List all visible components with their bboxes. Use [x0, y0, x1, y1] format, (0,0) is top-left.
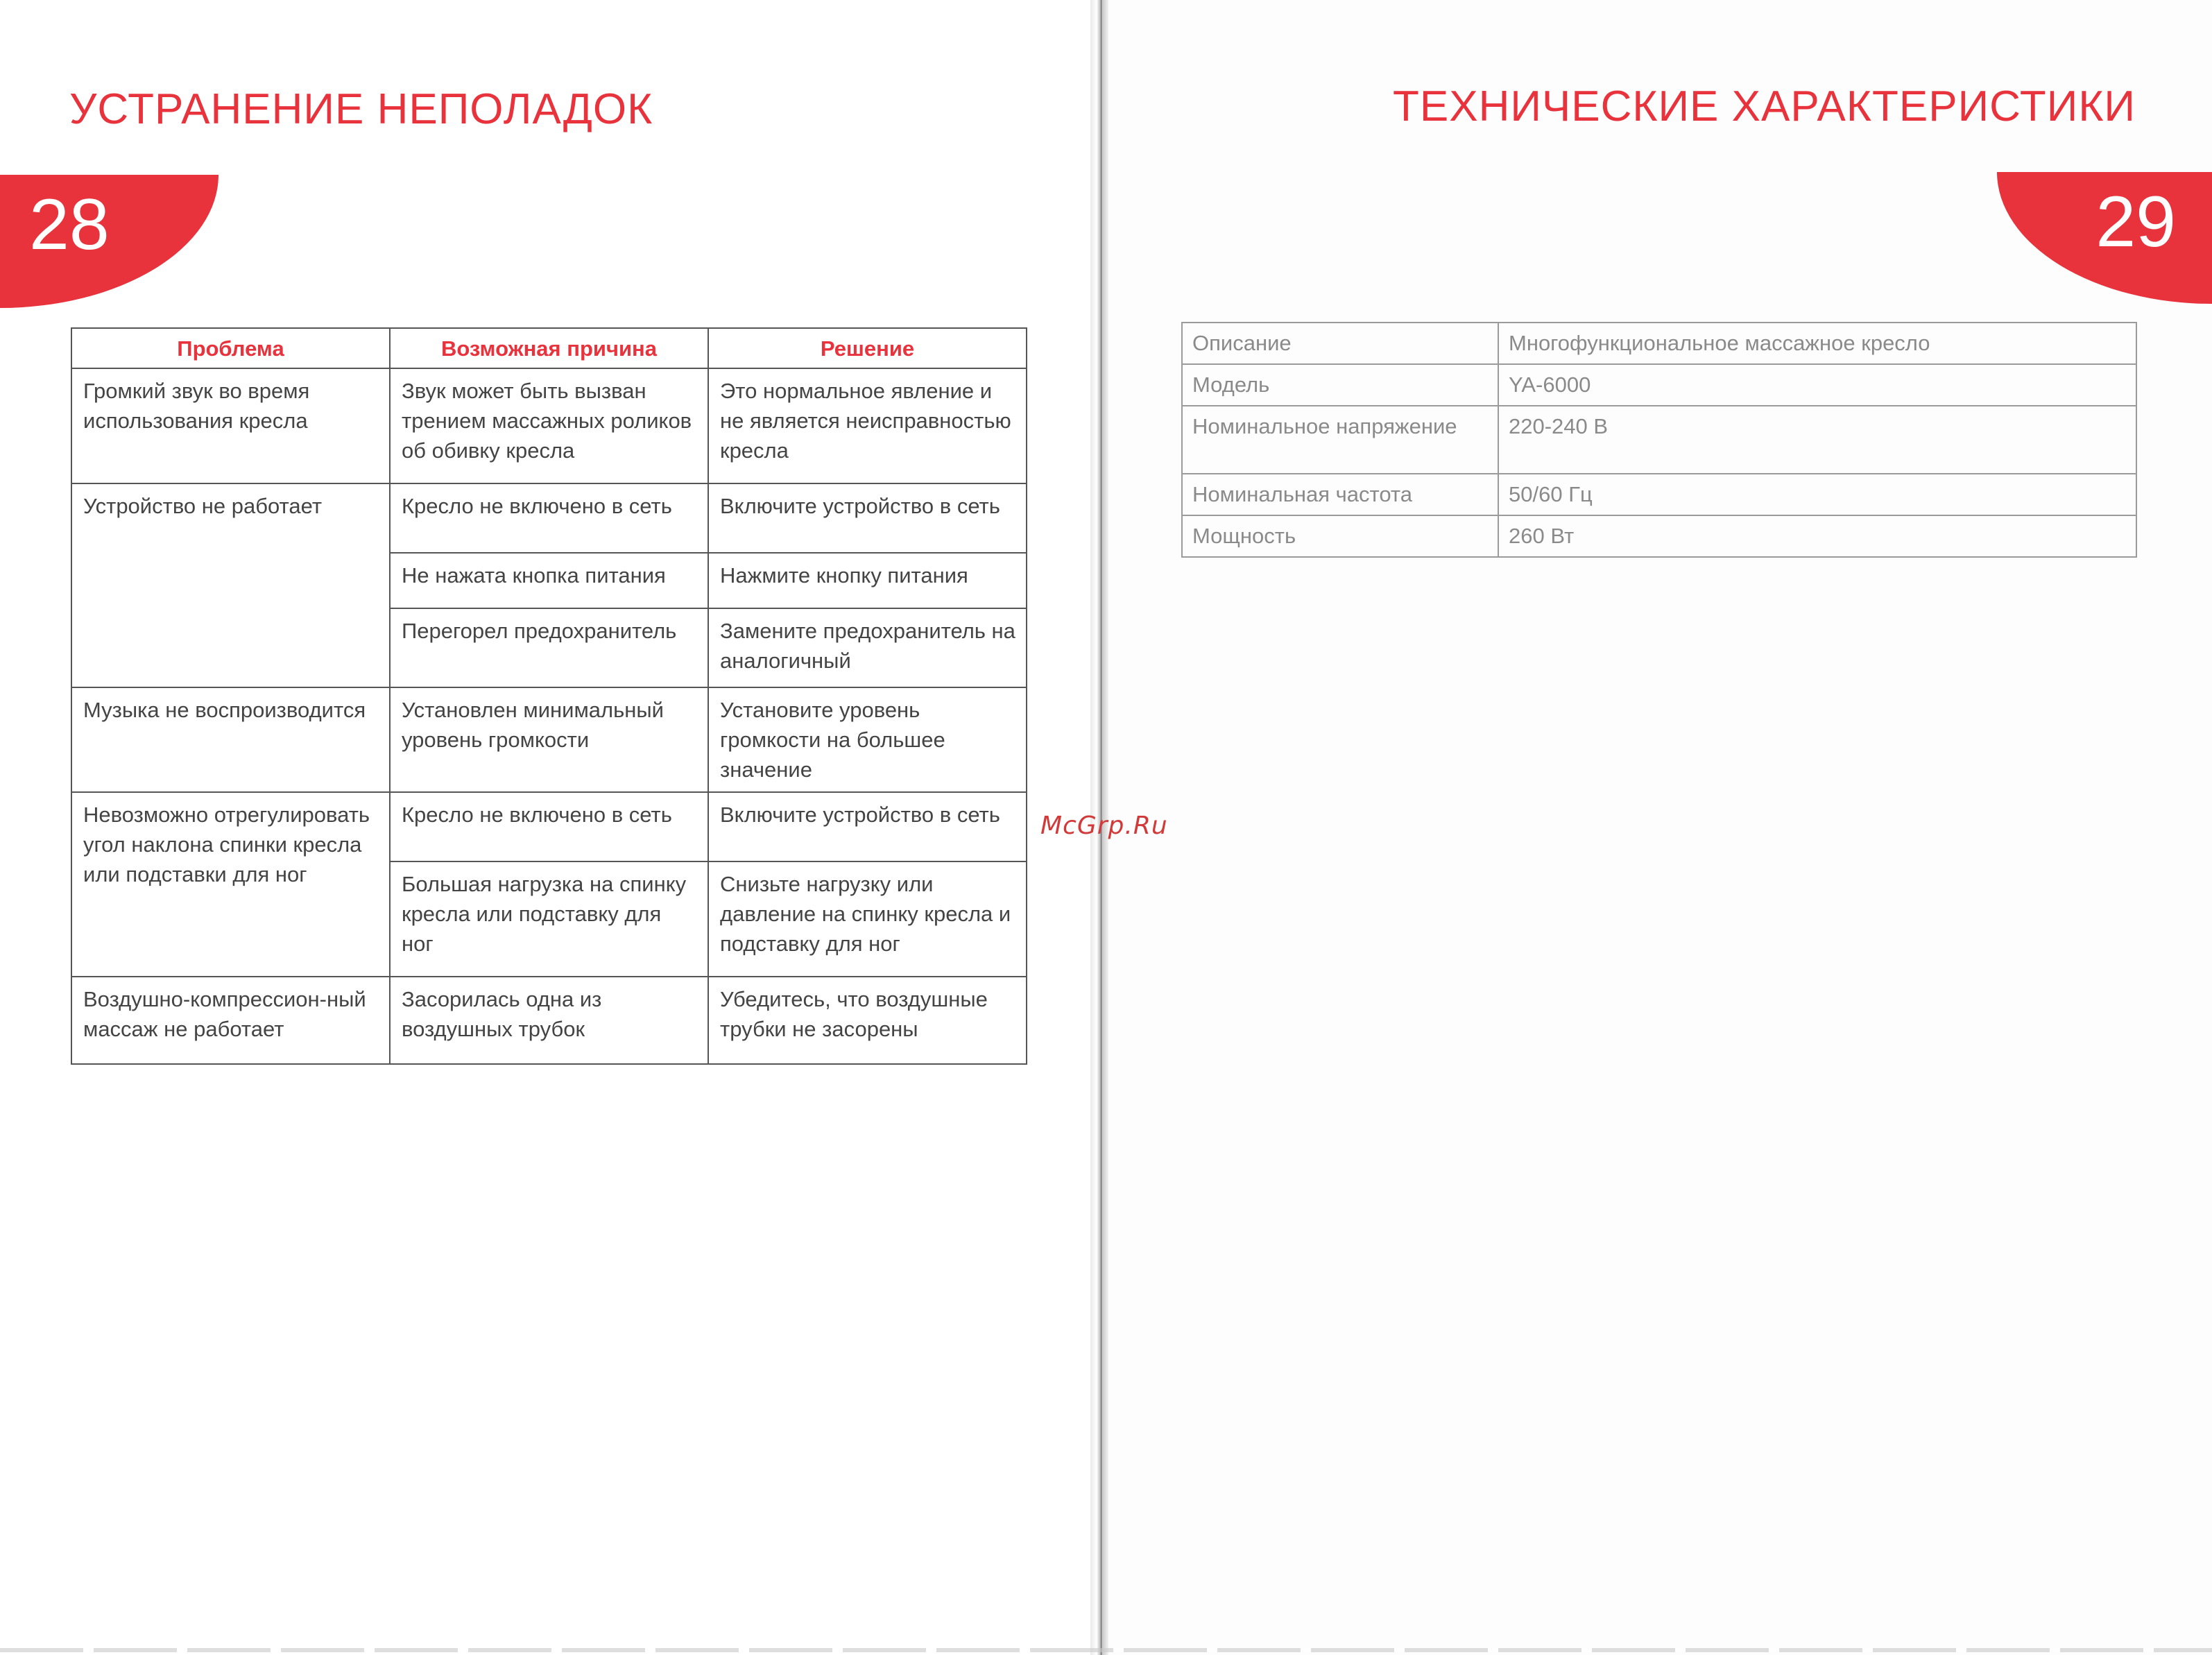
- table-row: [71, 368, 1027, 483]
- cause-cell: Кресло не включено в сеть: [390, 483, 708, 553]
- watermark: McGrp.Ru: [1040, 812, 1168, 840]
- solution-cell: Установите уровень громкости на большее значение: [708, 687, 1027, 792]
- problem-cell: Воздушно-компрессион-ный массаж не работает: [71, 977, 390, 1064]
- spec-value: Многофункциональное массажное кресло: [1498, 323, 2136, 364]
- spec-label: Мощность: [1182, 515, 1498, 557]
- cause-cell: Кресло не включено в сеть: [390, 792, 708, 861]
- table-row: [71, 792, 1027, 861]
- solution-cell: Включите устройство в сеть: [708, 792, 1027, 861]
- table-header-row: [71, 328, 1027, 368]
- solution-cell: Это нормальное явление и не является неисправностью кресла: [708, 368, 1027, 483]
- left-page: [0, 0, 1092, 1655]
- spec-row: [1182, 515, 2136, 557]
- solution-cell: Включите устройство в сеть: [708, 483, 1027, 553]
- spec-label: Номинальное напряжение: [1182, 406, 1498, 474]
- solution-cell: Снизьте нагрузку или давление на спинку кресла и подставку для ног: [708, 861, 1027, 977]
- spec-value: 260 Вт: [1498, 515, 2136, 557]
- page-bottom-edge: [0, 1648, 2212, 1652]
- column-header-cause: Возможная причина: [390, 328, 708, 368]
- cause-cell: Установлен минимальный уровень громкости: [390, 687, 708, 792]
- spec-label: Модель: [1182, 364, 1498, 406]
- cause-cell: Большая нагрузка на спинку кресла или подставку для ног: [390, 861, 708, 977]
- spec-value: 220-240 В: [1498, 406, 2136, 474]
- spec-row: [1182, 474, 2136, 515]
- spec-label: Номинальная частота: [1182, 474, 1498, 515]
- cause-cell: Звук может быть вызван трением массажных роликов об обивку кресла: [390, 368, 708, 483]
- spec-value: YA-6000: [1498, 364, 2136, 406]
- cause-cell: Перегорел предохранитель: [390, 608, 708, 687]
- spec-label: Описание: [1182, 323, 1498, 364]
- cause-cell: Засорилась одна из воздушных трубок: [390, 977, 708, 1064]
- solution-cell: Нажмите кнопку питания: [708, 553, 1027, 608]
- page-heading-troubleshooting: УСТРАНЕНИЕ НЕПОЛАДОК: [69, 85, 653, 133]
- page-number-tab-left: [0, 175, 218, 308]
- table-row: [71, 977, 1027, 1064]
- spec-row: [1182, 364, 2136, 406]
- page-number: 28: [29, 185, 110, 265]
- table-row: [71, 687, 1027, 792]
- specifications-table: [1181, 322, 2137, 558]
- solution-cell: Убедитесь, что воздушные трубки не засорены: [708, 977, 1027, 1064]
- problem-cell: Громкий звук во время использования кресла: [71, 368, 390, 483]
- cause-cell: Не нажата кнопка питания: [390, 553, 708, 608]
- page-heading-specifications: ТЕХНИЧЕСКИЕ ХАРАКТЕРИСТИКИ: [1393, 83, 2136, 130]
- solution-cell: Замените предохранитель на аналогичный: [708, 608, 1027, 687]
- problem-cell: Музыка не воспроизводится: [71, 687, 390, 792]
- problem-cell: Невозможно отрегулировать угол наклона спинки кресла или подставки для ног: [71, 792, 390, 977]
- table-row: [71, 483, 1027, 553]
- spec-row: [1182, 323, 2136, 364]
- page-number: 29: [2095, 182, 2176, 262]
- troubleshooting-table: [71, 327, 1027, 1065]
- column-header-solution: Решение: [708, 328, 1027, 368]
- spec-value: 50/60 Гц: [1498, 474, 2136, 515]
- problem-cell: Устройство не работает: [71, 483, 390, 687]
- spec-row: [1182, 406, 2136, 474]
- column-header-problem: Проблема: [71, 328, 390, 368]
